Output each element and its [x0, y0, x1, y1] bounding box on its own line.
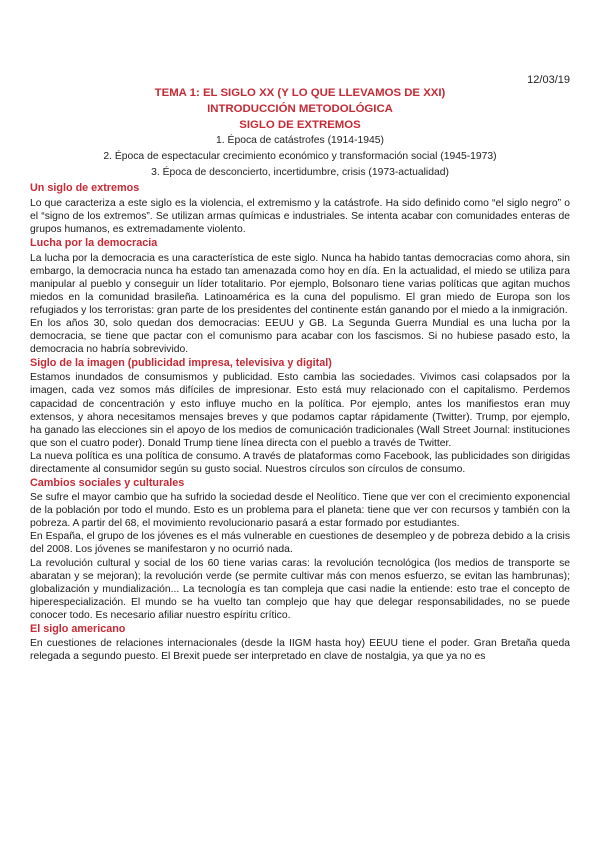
section-paragraph: La nueva política es una política de consumo. A través de plataformas como Facebook, las publicidades son dirigidas directamente al consumidor según su gusto social. Nuestros círculos son círculos de consumo. [30, 450, 570, 475]
section-paragraph: En los años 30, solo quedan dos democracias: EEUU y GB. La Segunda Guerra Mundial es una lucha por la democracia, se tiene que pactar con el comunismo para acabar con los fascismos. Si no hubiese pasado esto, la democracia no habría sobrevivido. [30, 317, 570, 355]
document-content [30, 86, 570, 663]
main-title: TEMA 1: EL SIGLO XX (Y LO QUE LLEVAMOS DE XXI) [154, 87, 446, 99]
section-heading: El siglo americano [30, 622, 126, 635]
subtitle: INTRODUCCIÓN METODOLÓGICA [207, 102, 393, 115]
section-paragraph: La revolución cultural y social de los 60 tiene varias caras: la revolución tecnológica (los medios de transporte se abaratan y se mejoran); la revolución verde (se permite cultivar más con menos esfuerzo, se evitan las hambrunas); globalización y mundialización... La tecnología es tan compleja que casi nadie la entiende: esto trae el concepto de hiperespecialización. El mundo se ha vuelto tan complejo que hay que delegar responsabilidades, no se puede conocer todo. Es necesario afiliar nuestro espíritu crítico. [30, 557, 570, 621]
section-paragraph: Estamos inundados de consumismos y publicidad. Esto cambia las sociedades. Vivimos casi colapsados por la imagen, cada vez somos más difíciles de impresionar. Esto está muy relacionado con el capitalismo. Perdemos capacidad de concentración y esto influye mucho en la política. Por ejemplo, antes los manifiestos eran muy extensos, y ahora necesitamos mensajes breves y que podamos captar rápidamente (Twitter). Trump, por ejemplo, ha ganado las elecciones sin el apoyo de los medios de comunicación tradicionales (Wall Street Journal: instituciones que son el cuatro poder). Donald Trump tiene línea directa con el pueblo a través de Twitter. [30, 372, 570, 449]
section-paragraph: La lucha por la democracia es una característica de este siglo. Nunca ha habido tantas democracias como ahora, sin embargo, la democracia nunca ha estado tan amenazada como hoy en día. En la actualidad, el miedo se utiliza para manipular al pueblo y conseguir un líder totalitario. Por ejemplo, Bolsonaro tiene varias políticas que agitan muchos miedos en la comunidad brasileña. Latinoamérica es la cuna del populismo. El gran miedo de Europa son los refugiados y los terroristas: gran parte de los presidentes del continente están ganando por el miedo a la inmigración. [30, 252, 570, 316]
section-heading: Cambios sociales y culturales [30, 476, 185, 489]
section-heading: Lucha por la democracia [30, 237, 158, 250]
era-item: 3. Época de desconcierto, incertidumbre, crisis (1973-actualidad) [151, 167, 449, 179]
section-paragraph: En cuestiones de relaciones internacionales (desde la IIGM hasta hoy) EEUU tiene el poder. Gran Bretaña queda relegada a segundo puesto. El Brexit puede ser interpretado en clave de nostalgia, ya que ya no es [30, 638, 570, 663]
era-item: 2. Época de espectacular crecimiento económico y transformación social (1945-1973) [103, 151, 497, 163]
section-title: SIGLO DE EXTREMOS [239, 118, 361, 131]
section-heading: Un siglo de extremos [30, 182, 140, 195]
section-paragraph: Lo que caracteriza a este siglo es la violencia, el extremismo y la catástrofe. Ha sido definido como “el siglo negro” o el “signo de los extremos”. Se utilizan armas químicas e industriales. Se intenta acabar con comunidades enteras de grupos humanos, es extremadamente violento. [30, 197, 570, 235]
era-item: 1. Época de catástrofes (1914-1945) [216, 135, 384, 147]
section-paragraph: Se sufre el mayor cambio que ha sufrido la sociedad desde el Neolítico. Tiene que ver con el crecimiento exponencial de la población por todo el mundo. Esto es un problema para el planeta: tiene que ver con recursos y también con la pobreza. A partir del 68, el movimiento revolucionario pasará a estar formado por estudiantes. [30, 492, 570, 530]
document-date: 12/03/19 [527, 74, 570, 86]
section-paragraph: En España, el grupo de los jóvenes es el más vulnerable en cuestiones de desempleo y de pobreza debido a la crisis del 2008. Los jóvenes se manifestaron y no ocurrió nada. [30, 531, 570, 556]
section-heading: Siglo de la imagen (publicidad impresa, televisiva y digital) [30, 356, 332, 369]
